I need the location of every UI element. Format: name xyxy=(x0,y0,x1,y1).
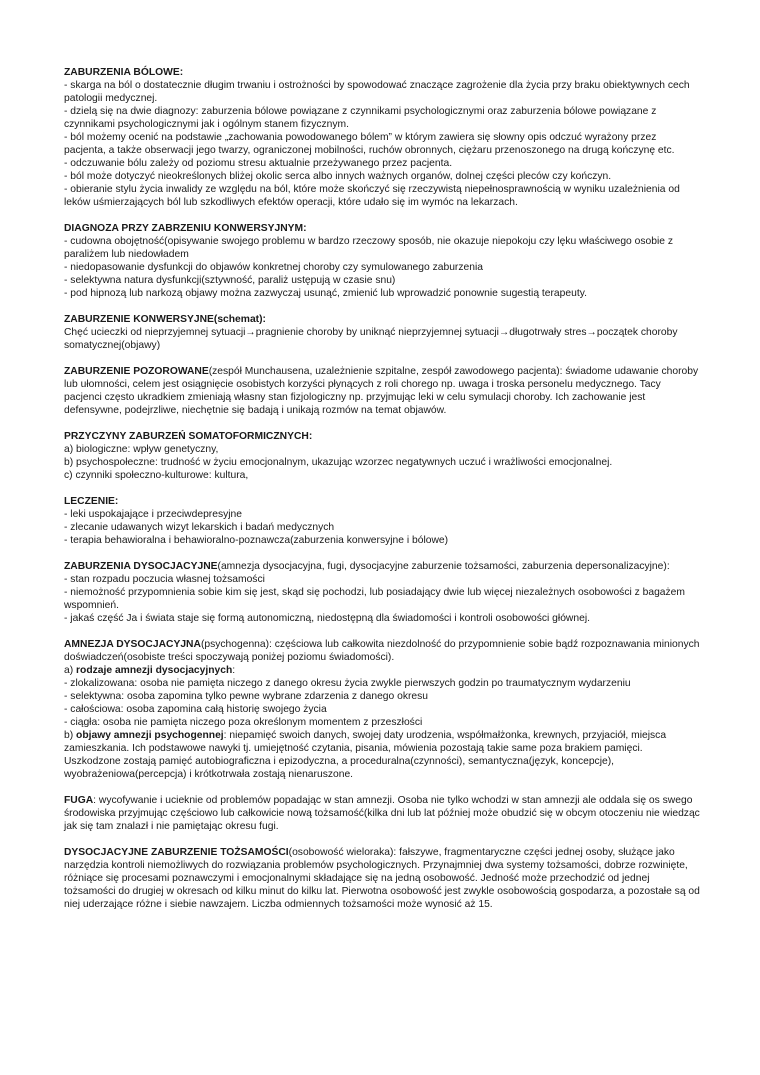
text-line: - obieranie stylu życia inwalidy ze względu na ból, które może skończyć się rzeczywistą niepełnosprawnością w wyniku uzależnienia od leków uśmierzających ból lub szkodliwych efektów operacji, które udało się im wymóc na lekarzach. xyxy=(64,184,680,208)
subheading-title: rodzaje amnezji dysocjacyjnych xyxy=(76,665,233,676)
text-line: Chęć ucieczki od nieprzyjemnej sytuacji→pragnienie choroby by uniknąć nieprzyjemnej sytuacji→długotrwały stres→początek choroby somatycznej(objawy) xyxy=(64,327,678,351)
subheading-prefix: a) xyxy=(64,665,77,676)
section-title: ZABURZENIE KONWERSYJNE(schemat): xyxy=(64,314,266,325)
section-konwersyjne xyxy=(64,313,700,352)
section-title: ZABURZENIA DYSOCJACYJNE xyxy=(64,561,218,572)
text-line: b) psychospołeczne: trudność w życiu emocjonalnym, ukazując wzorzec negatywnych uczuć i wrażliwości emocjonalnej. xyxy=(64,457,613,468)
section-leczenie xyxy=(64,495,700,547)
text-line: - stan rozpadu poczucia własnej tożsamości xyxy=(64,574,265,585)
text-line: c) czynniki społeczno-kulturowe: kultura, xyxy=(64,470,249,481)
text-line: - cudowna obojętność(opisywanie swojego problemu w bardzo rzeczowy sposób, nie okazuje niepokoju czy lęku właściwego osobie z paraliżem lub niedowładem xyxy=(64,236,673,260)
subheading-suffix: : xyxy=(232,665,236,676)
section-dzt xyxy=(64,846,700,911)
section-title: DIAGNOZA PRZY ZABRZENIU KONWERSYJNYM: xyxy=(64,223,307,234)
text-line: - skarga na ból o dostatecznie długim trwaniu i ostrożności by spowodować znaczące zagrożenie dla życia przy braku obiektywnych cech patologii medycznej. xyxy=(64,80,690,104)
text-line: - selektywna natura dysfunkcji(sztywność, paraliż ustępują w czasie snu) xyxy=(64,275,396,286)
text-line: - terapia behawioralna i behawioralno-poznawcza(zaburzenia konwersyjne i bólowe) xyxy=(64,535,449,546)
section-title: FUGA xyxy=(64,795,94,806)
section-diagnoza xyxy=(64,222,700,300)
text-line: - zlokalizowana: osoba nie pamięta niczego z danego okresu życia zwykle pierwszych godzin po traumatycznym wydarzeniu xyxy=(64,678,631,689)
paragraph-text: : niepamięć swoich danych, swojej daty urodzenia, współmałżonka, krewnych, przyjaciół, miejsca zamieszkania. Ich podstawowe nawyki tj. umiejętność czytania, pisania, mówienia pozostają takie same poza brakiem pamięci. xyxy=(64,730,667,754)
text-line: Uszkodzone zostają pamięć autobiograficzna i epizodyczna, a proceduralna(czynności), semantyczna(język, koncepcje), wyobrażeniowa(percepcja) i krótkotrwała zostają nienaruszone. xyxy=(64,756,615,780)
subheading-title: objawy amnezji psychogennej xyxy=(76,730,224,741)
paragraph-text: (zespół Munchausena, uzależnienie szpitalne, zespół zawodowego pacjenta): świadome udawanie choroby lub ułomności, celem jest osiągnięcie osobistych korzyści płynących z roli chorego np. uwaga i troska personelu medycznego. Tacy pacjenci często ukradkiem zmieniają własny stan fizjologiczny np. przyjmując leki w celu symulacji choroby. Ich zachowanie jest defensywne, podejrzliwe, niechętnie się badają i unikają rozmów na temat objawów. xyxy=(64,366,699,416)
section-fuga xyxy=(64,794,700,833)
text-line: - odczuwanie bólu zależy od poziomu stresu aktualnie przeżywanego przez pacjenta. xyxy=(64,158,453,169)
text-line: a) biologiczne: wpływ genetyczny, xyxy=(64,444,219,455)
text-line: - zlecanie udawanych wizyt lekarskich i badań medycznych xyxy=(64,522,335,533)
paragraph xyxy=(64,794,700,833)
text-line: - ból może dotyczyć nieokreślonych bliżej okolic serca albo innych ważnych organów, dolnej części pleców czy kończyn. xyxy=(64,171,612,182)
text-line: - dzielą się na dwie diagnozy: zaburzenia bólowe powiązane z czynnikami psychologicznymi oraz zaburzenia bólowe powiązane z czynnikami psychologicznymi jak i ogólnym stanem fizycznym. xyxy=(64,106,657,130)
paragraph xyxy=(64,365,700,417)
text-line: - całościowa: osoba zapomina całą historię swojego życia xyxy=(64,704,327,715)
section-przyczyny xyxy=(64,430,700,482)
section-zaburzenia-bolowe xyxy=(64,66,700,209)
text-line: - leki uspokajające i przeciwdepresyjne xyxy=(64,509,242,520)
section-dysocjacyjne xyxy=(64,560,700,625)
paragraph xyxy=(64,638,700,664)
section-title: ZABURZENIE POZOROWANE xyxy=(64,366,209,377)
subheading xyxy=(64,664,700,677)
text-line: - jakaś część Ja i świata staje się formą autonomiczną, niedostępną dla świadomości i kontroli osobowości głównej. xyxy=(64,613,590,624)
paragraph xyxy=(64,560,700,573)
paragraph-text: (amnezja dysocjacyjna, fugi, dysocjacyjne zaburzenie tożsamości, zaburzenia depersonalizacyjne): xyxy=(217,561,670,572)
section-amnezja xyxy=(64,638,700,781)
text-line: - pod hipnozą lub narkozą objawy można zazwyczaj usunąć, zmienić lub wprowadzić ponownie sugestią terapeuty. xyxy=(64,288,587,299)
text-line: - niemożność przypomnienia sobie kim się jest, skąd się pochodzi, lub posiadający dwie lub więcej niezależnych osobowości z bagażem wspomnień. xyxy=(64,587,685,611)
section-title: LECZENIE: xyxy=(64,496,119,507)
paragraph-text: (psychogenna): częściowa lub całkowita niezdolność do przypomnienie sobie bądź rozpoznawania minionych doświadczeń(osobiste treści spoczywają poniżej poziomu świadomości). xyxy=(64,639,700,663)
paragraph xyxy=(64,846,700,911)
section-title: ZABURZENIA BÓLOWE: xyxy=(64,67,184,78)
text-line: - selektywna: osoba zapomina tylko pewne wybrane zdarzenia z danego okresu xyxy=(64,691,429,702)
text-line: - ciągła: osoba nie pamięta niczego poza określonym momentem z przeszłości xyxy=(64,717,423,728)
text-line: - ból możemy ocenić na podstawie „zachowania powodowanego bólem” w którym zawiera się słowny opis odczuć wyrażony przez pacjenta, a także obserwacji jego twarzy, ograniczonej mobilności, ruchów obronnych, ciężaru przenoszonego na drugą kończynę etc. xyxy=(64,132,675,156)
text-line: - niedopasowanie dysfunkcji do objawów konkretnej choroby czy symulowanego zaburzenia xyxy=(64,262,483,273)
section-title: AMNEZJA DYSOCJACYJNA xyxy=(64,639,201,650)
section-title: PRZYCZYNY ZABURZEŃ SOMATOFORMICZNYCH: xyxy=(64,431,313,442)
paragraph xyxy=(64,729,700,755)
subheading-prefix: b) xyxy=(64,730,77,741)
section-pozorowane xyxy=(64,365,700,417)
paragraph-text: : wycofywanie i ucieknie od problemów popadając w stan amnezji. Osoba nie tylko wchodzi w stan amnezji ale oddala się os swego środowiska przyjmując częściowo lub całkowicie nową tożsamość(kilka dni lub lat później może obudzić się w obcym otoczeniu nie wiedząc jak się tam znalazł i nie pamiętając okresu fugi. xyxy=(64,795,700,832)
section-title: DYSOCJACYJNE ZABURZENIE TOŻSAMOŚCI xyxy=(64,847,289,858)
paragraph-text: (osobowość wielorakа): fałszywe, fragmentaryczne części jednej osoby, służące jako narzędzia kontroli niemożliwych do rozwiązania problemów psychologicznych. Przynajmniej dwa systemy tożsamości, dobrze rozwinięte, różniące się procesami poznawczymi i emocjonalnymi składające się na jedną osobowość. Jedność może przechodzić od jednej tożsamości do drugiej w okresach od kilku minut do kilku lat. Pierwotna osobowość jest zwykle osobowością gospodarza, a pozostałe są od niej uderzające różne i siebie nawzajem. Liczba odmiennych tożsamości może wynosić aż 15. xyxy=(64,847,700,910)
